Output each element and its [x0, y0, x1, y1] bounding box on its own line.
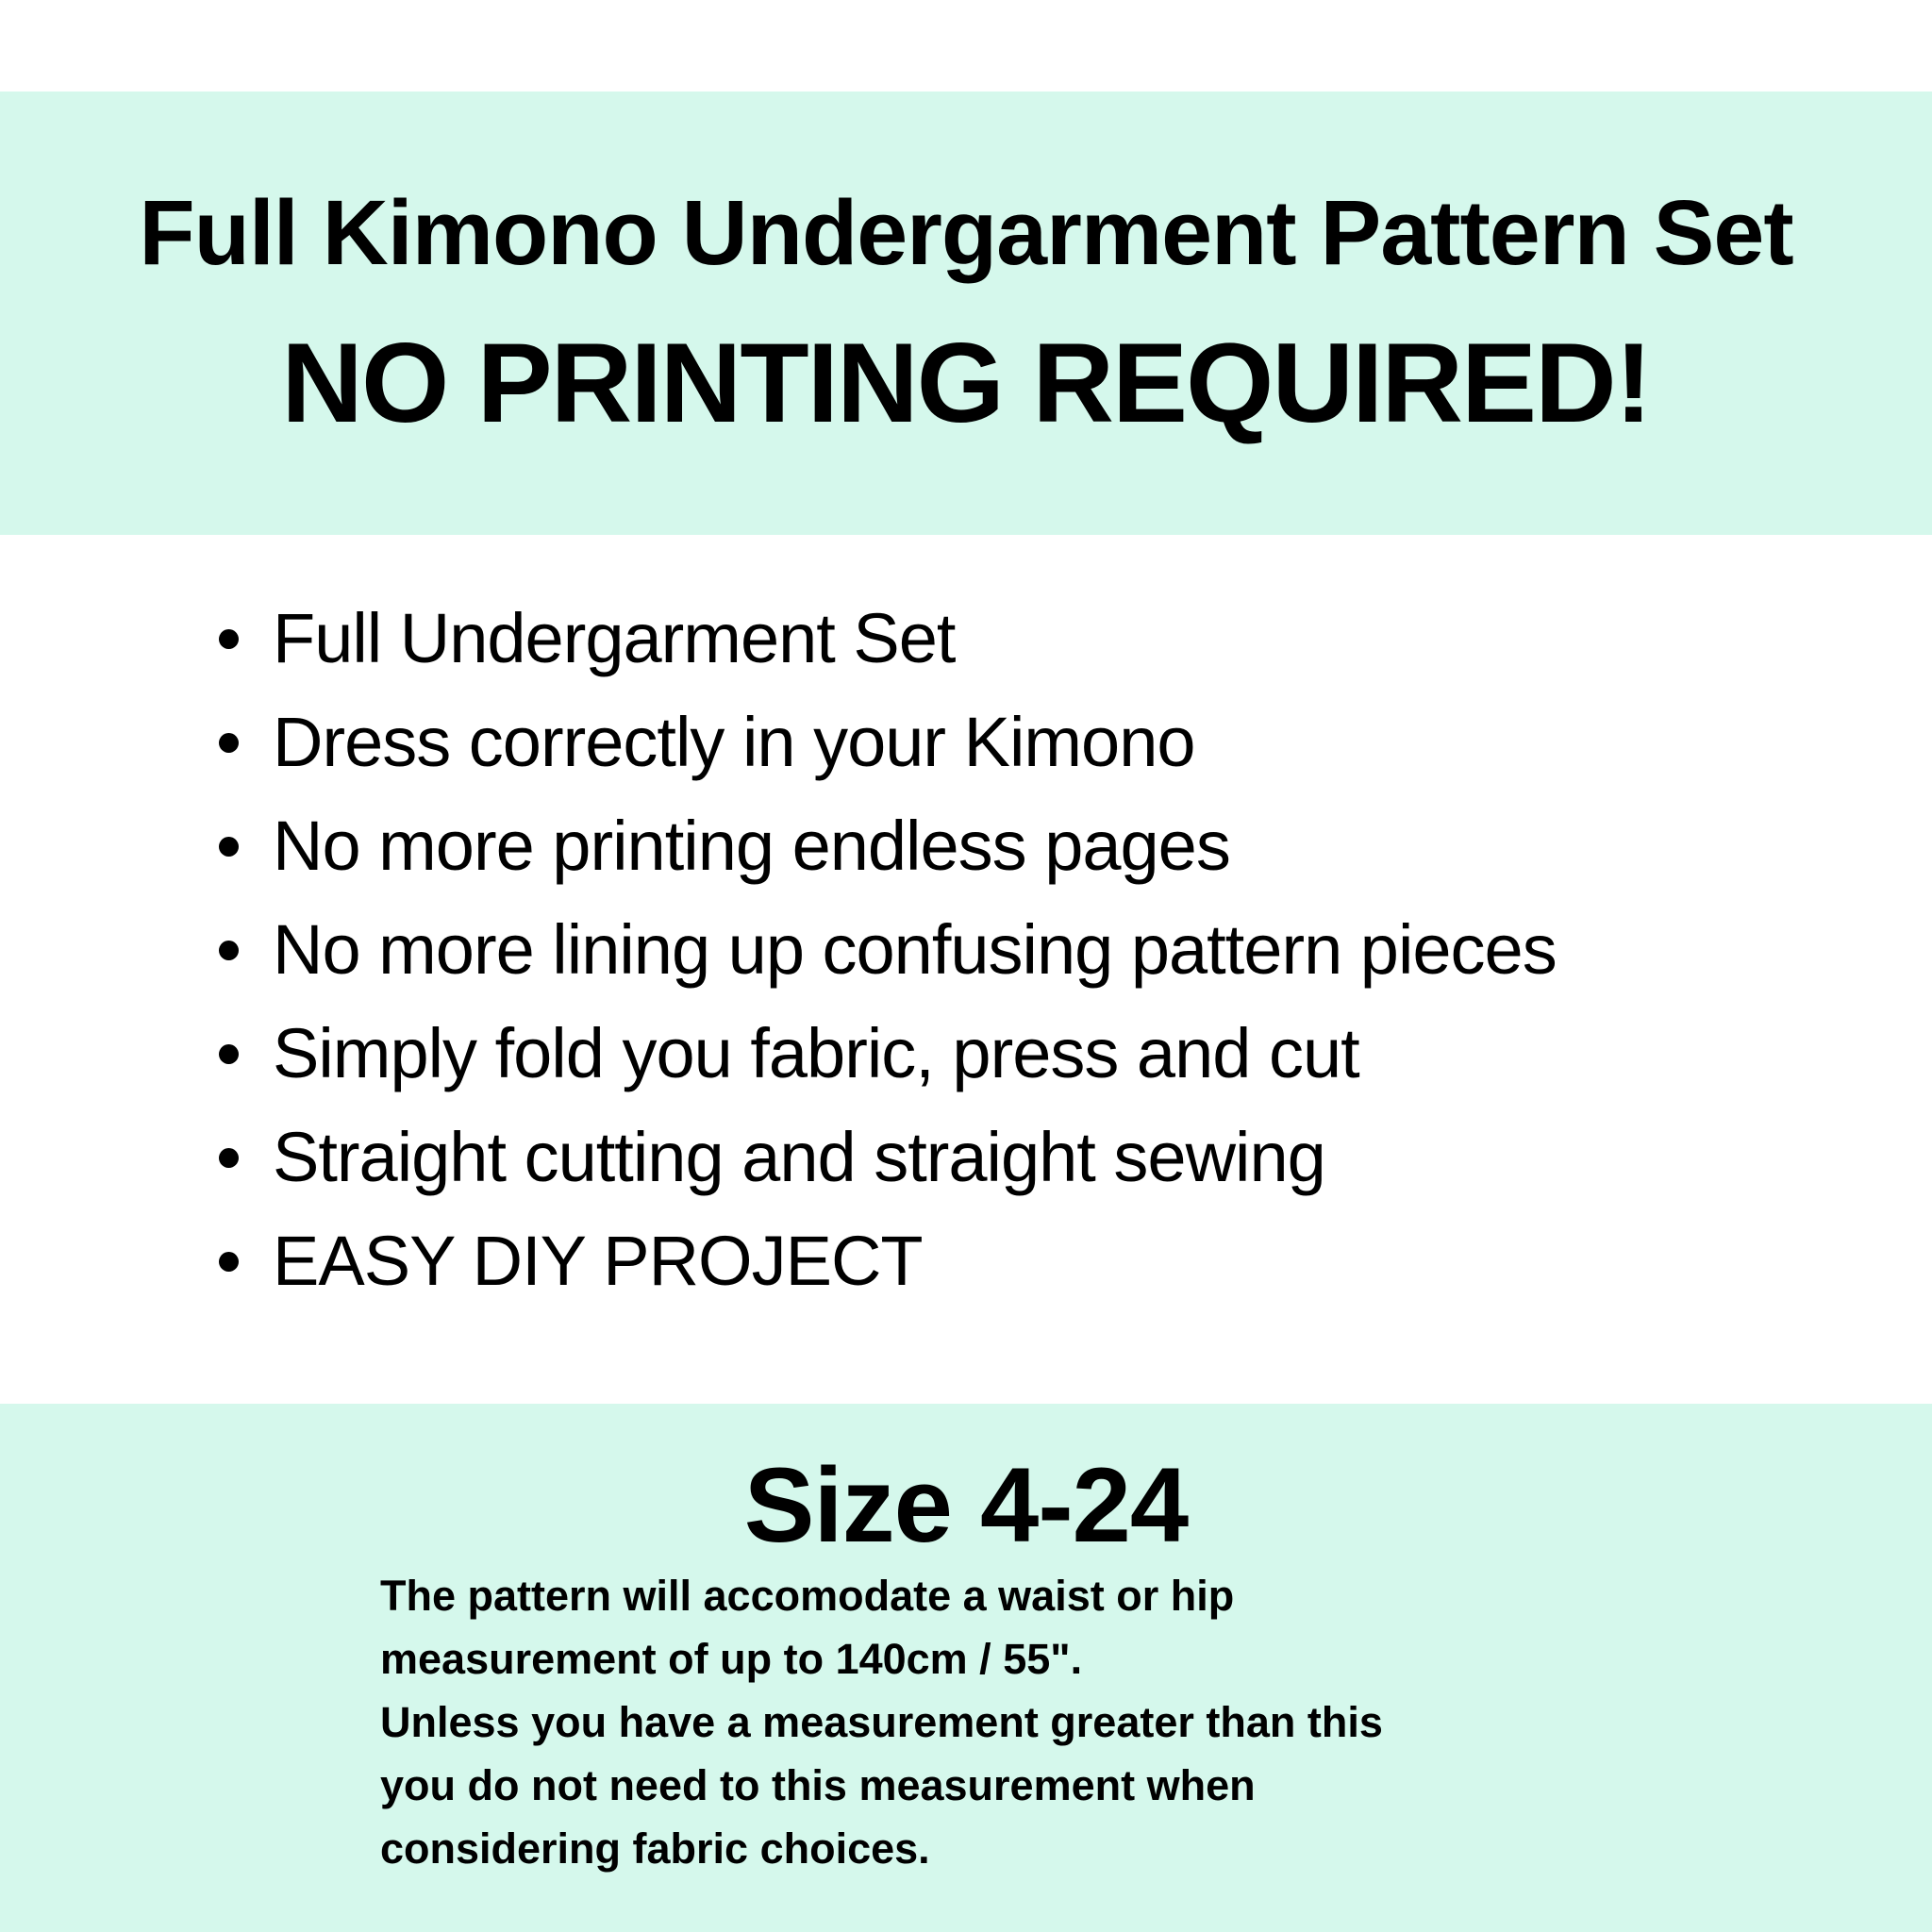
list-item-label: Full Undergarment Set — [273, 599, 956, 677]
bullet-icon — [219, 1044, 239, 1064]
list-item — [219, 587, 1932, 691]
size-description-line: considering fabric choices. — [380, 1824, 930, 1873]
list-item-label: Dress correctly in your Kimono — [273, 703, 1195, 781]
header-banner — [0, 92, 1932, 535]
list-item — [219, 898, 1932, 1002]
list-item-label: No more lining up confusing pattern pieces — [273, 910, 1557, 989]
features-list — [0, 535, 1932, 1313]
bullet-icon — [219, 629, 239, 649]
bullet-icon — [219, 941, 239, 960]
list-item-label: Simply fold you fabric, press and cut — [273, 1014, 1359, 1092]
list-item — [219, 1002, 1932, 1106]
size-description-line: you do not need to this measurement when — [380, 1761, 1256, 1809]
list-item-label: Straight cutting and straight sewing — [273, 1118, 1325, 1196]
size-description-line: measurement of up to 140cm / 55". — [380, 1635, 1083, 1683]
list-item-label: EASY DIY PROJECT — [273, 1222, 923, 1300]
bullet-icon — [219, 1148, 239, 1168]
list-item — [219, 794, 1932, 898]
size-heading: Size 4-24 — [743, 1446, 1189, 1564]
bullet-icon — [219, 733, 239, 753]
bullet-icon — [219, 1252, 239, 1272]
bullet-icon — [219, 837, 239, 857]
list-item — [219, 1106, 1932, 1209]
size-description — [0, 1564, 1932, 1880]
size-description-line: Unless you have a measurement greater than this — [380, 1698, 1383, 1746]
top-white-strip — [0, 0, 1932, 92]
page-title: Full Kimono Undergarment Pattern Set — [139, 181, 1793, 284]
page-subtitle: NO PRINTING REQUIRED! — [281, 320, 1651, 446]
size-description-line: The pattern will accomodate a waist or hip — [380, 1572, 1235, 1620]
list-item-label: No more printing endless pages — [273, 807, 1230, 885]
list-item — [219, 691, 1932, 794]
list-item — [219, 1209, 1932, 1313]
size-section — [0, 1404, 1932, 1932]
features-section — [0, 535, 1932, 1404]
